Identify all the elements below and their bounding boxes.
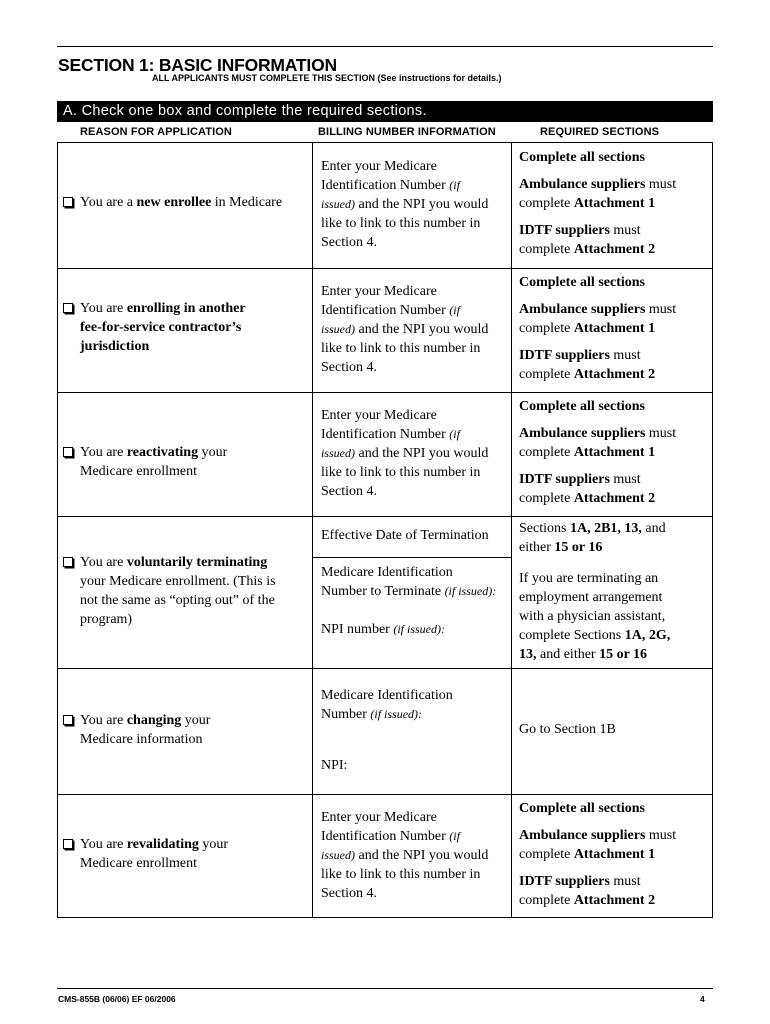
npi-number: NPI number (if issued): — [321, 622, 445, 637]
reason-revalidating[interactable]: You are revalidating your Medicare enrollment — [63, 835, 303, 873]
row-divider — [57, 794, 713, 795]
reason-new-enrollee[interactable]: You are a new enrollee in Medicare — [63, 193, 303, 212]
footer-rule — [57, 988, 713, 989]
column-header-reason: REASON FOR APPLICATION — [80, 126, 232, 138]
checkbox[interactable] — [63, 303, 73, 313]
row-divider — [57, 392, 713, 393]
goto-section-1b: Go to Section 1B — [519, 722, 616, 737]
reason-voluntarily-terminating[interactable]: You are voluntarily terminating your Medicare enrollment. (This is not the same as “opting out” of the program) — [63, 553, 303, 629]
billing-info: Enter your Medicare Identification Number (if issued) and the NPI you would like to link to this number in Section 4. — [321, 284, 489, 375]
row-divider — [57, 516, 713, 517]
column-divider — [511, 142, 512, 918]
billing-info: Enter your Medicare Identification Number (if issued) and the NPI you would like to link to this number in Section 4. — [321, 408, 489, 499]
reason-changing[interactable]: You are changing your Medicare information — [63, 711, 303, 749]
effective-date-of-termination: Effective Date of Termination — [321, 528, 489, 543]
npi-label: NPI: — [321, 758, 348, 773]
required-sections: Complete all sections Ambulance suppliers must complete Attachment 1 IDTF suppliers must complete Attachment 2 — [519, 801, 677, 908]
form-id: CMS-855B (06/06) EF 06/2006 — [58, 994, 176, 1004]
page-number: 4 — [700, 994, 705, 1004]
required-sections-termination: Sections 1A, 2B1, 13, and either 15 or 16 — [519, 521, 666, 555]
section-a-banner: A. Check one box and complete the required sections. — [57, 101, 713, 122]
checkbox[interactable] — [63, 557, 73, 567]
row-divider — [57, 668, 713, 669]
reason-enrolling-another-jurisdiction[interactable]: You are enrolling in another fee-for-service contractor’s jurisdiction — [63, 299, 303, 356]
top-rule — [57, 46, 713, 47]
checkbox[interactable] — [63, 839, 73, 849]
column-header-required: REQUIRED SECTIONS — [540, 126, 660, 138]
section-title: SECTION 1: BASIC INFORMATION — [58, 55, 337, 75]
column-divider — [312, 142, 313, 918]
required-sections: Complete all sections Ambulance suppliers must complete Attachment 1 IDTF suppliers must complete Attachment 2 — [519, 150, 677, 257]
reason-reactivating[interactable]: You are reactivating your Medicare enrollment — [63, 443, 303, 481]
column-header-billing: BILLING NUMBER INFORMATION — [318, 126, 496, 138]
checkbox[interactable] — [63, 197, 73, 207]
checkbox[interactable] — [63, 447, 73, 457]
required-sections: Complete all sections Ambulance suppliers must complete Attachment 1 IDTF suppliers must complete Attachment 2 — [519, 275, 677, 382]
section-subtitle: ALL APPLICANTS MUST COMPLETE THIS SECTION (See instructions for details.) — [152, 73, 502, 83]
row-divider — [57, 268, 713, 269]
billing-info: Enter your Medicare Identification Number (if issued) and the NPI you would like to link to this number in Section 4. — [321, 810, 489, 901]
billing-info: Enter your Medicare Identification Number (if issued) and the NPI you would like to link to this number in Section 4. — [321, 159, 489, 250]
required-sections-pa-termination: If you are terminating an employment arrangement with a physician assistant, complete Sections 1A, 2G, 13, and either 15 or 16 — [519, 571, 671, 662]
required-sections: Complete all sections Ambulance suppliers must complete Attachment 1 IDTF suppliers must complete Attachment 2 — [519, 399, 677, 506]
medicare-id-to-terminate: Medicare Identification Number to Terminate (if issued): — [321, 565, 497, 599]
cell-divider — [312, 557, 511, 558]
medicare-id-change: Medicare Identification Number (if issued): — [321, 688, 453, 722]
checkbox[interactable] — [63, 715, 73, 725]
